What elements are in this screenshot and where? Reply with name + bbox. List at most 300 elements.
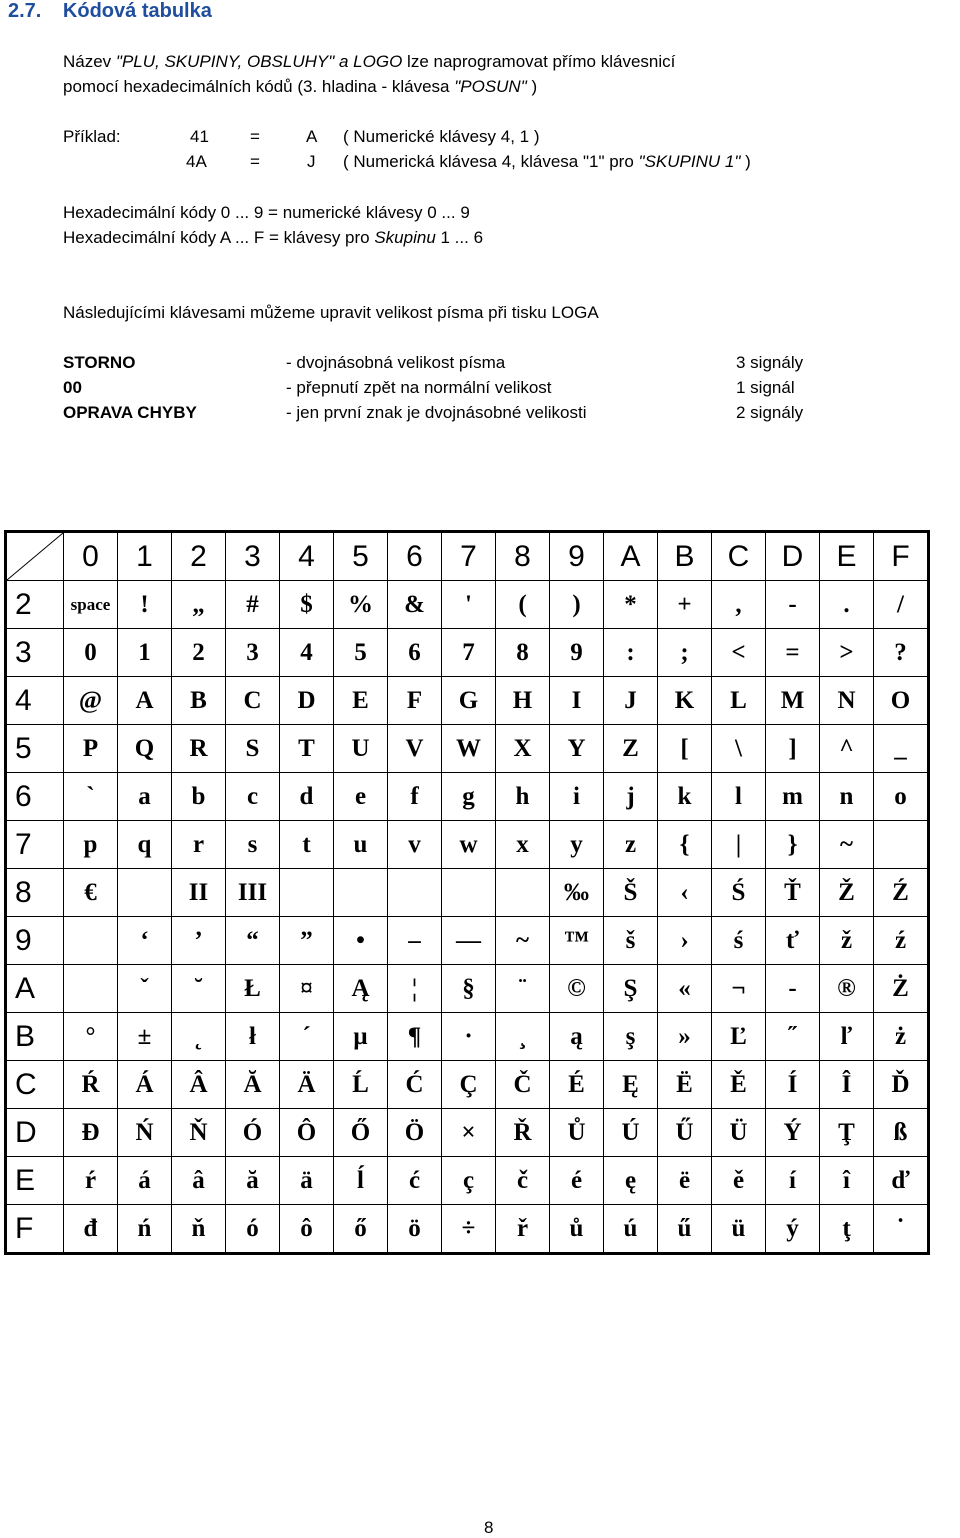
code-table-row [6,1013,929,1061]
column-header: 7 [442,532,496,581]
code-cell: X [496,725,550,773]
example-code: 41 [190,127,209,146]
example-char: J [307,152,316,171]
code-cell: III [226,869,280,917]
code-cell: ä [280,1157,334,1205]
code-cell: 5 [334,629,388,677]
code-cell: % [334,581,388,629]
code-cell: Y [550,725,604,773]
hex-text: Hexadecimální kódy A ... F = klávesy pro [63,228,375,247]
code-cell: Q [118,725,172,773]
code-cell: ë [658,1157,712,1205]
code-cell: ° [64,1013,118,1061]
code-cell: 6 [388,629,442,677]
code-cell: ] [766,725,820,773]
code-cell: Ű [658,1109,712,1157]
column-header: C [712,532,766,581]
code-cell: ; [658,629,712,677]
code-cell: S [226,725,280,773]
hex-line-2 [63,228,483,248]
code-cell: ü [712,1205,766,1254]
code-cell: Z [604,725,658,773]
code-cell: ě [712,1157,766,1205]
code-cell: = [766,629,820,677]
code-cell: t [280,821,334,869]
intro-names: "PLU, SKUPINY, OBSLUHY" a LOGO [115,52,403,71]
code-cell: ` [64,773,118,821]
row-header: E [6,1157,64,1205]
code-cell: / [874,581,929,629]
intro-text: ) [526,77,538,96]
code-cell: r [172,821,226,869]
code-cell: y [550,821,604,869]
code-cell: Ć [388,1061,442,1109]
code-table [4,530,930,1255]
code-cell: Î [820,1061,874,1109]
code-cell: ź [874,917,929,965]
example-eq: = [250,127,260,146]
example-desc [343,152,751,172]
code-table-row [6,581,929,629]
code-cell: ? [874,629,929,677]
section-number: 2.7. [8,0,42,22]
code-cell: ß [874,1109,929,1157]
code-cell: » [658,1013,712,1061]
code-cell: J [604,677,658,725]
code-cell: & [388,581,442,629]
code-cell: i [550,773,604,821]
code-cell: á [118,1157,172,1205]
code-cell: L [712,677,766,725]
code-cell: ů [550,1205,604,1254]
code-cell: ú [604,1205,658,1254]
row-header: 3 [6,629,64,677]
code-cell: Ť [766,869,820,917]
code-cell: Í [766,1061,820,1109]
code-cell: Ĺ [334,1061,388,1109]
code-cell: Ý [766,1109,820,1157]
code-cell: 4 [280,629,334,677]
code-cell: – [388,917,442,965]
code-cell: × [442,1109,496,1157]
code-cell: V [388,725,442,773]
code-cell: Ľ [712,1013,766,1061]
code-cell: H [496,677,550,725]
key-desc: - jen první znak je dvojnásobné velikosti [286,403,587,422]
code-cell: € [64,869,118,917]
code-cell: , [712,581,766,629]
code-cell: ă [226,1157,280,1205]
example-desc: ( Numerické klávesy 4, 1 ) [343,127,540,146]
column-header: A [604,532,658,581]
code-cell: ¬ [712,965,766,1013]
key-name: OPRAVA CHYBY [63,403,197,422]
corner-cell [6,532,64,581]
code-cell: â [172,1157,226,1205]
code-cell: n [820,773,874,821]
code-cell: ô [280,1205,334,1254]
code-cell: Š [604,869,658,917]
code-cell: 0 [64,629,118,677]
key-signal: 2 signály [736,403,804,422]
code-cell: ~ [496,917,550,965]
code-cell: Ř [496,1109,550,1157]
row-header: 2 [6,581,64,629]
code-cell: ± [118,1013,172,1061]
code-cell: x [496,821,550,869]
code-cell: Ň [172,1109,226,1157]
code-cell: q [118,821,172,869]
section-heading [8,0,212,23]
code-cell: ! [118,581,172,629]
code-cell: ł [226,1013,280,1061]
code-cell: ľ [820,1013,874,1061]
column-header: 2 [172,532,226,581]
code-cell: Ł [226,965,280,1013]
code-cell: w [442,821,496,869]
code-cell: h [496,773,550,821]
code-cell: p [64,821,118,869]
code-cell: ¶ [388,1013,442,1061]
code-cell: Ž [820,869,874,917]
page-number: 8 [484,1518,494,1537]
code-cell: ” [280,917,334,965]
code-cell: í [766,1157,820,1205]
code-cell: ‘ [118,917,172,965]
column-header: E [820,532,874,581]
code-cell [442,869,496,917]
code-cell: : [604,629,658,677]
code-table-row [6,965,929,1013]
code-cell: } [766,821,820,869]
intro-text: Název [63,52,116,71]
intro-line-1 [63,52,675,72]
code-cell: ˙ [874,1205,929,1254]
code-cell: Ď [874,1061,929,1109]
code-cell: g [442,773,496,821]
code-cell [496,869,550,917]
code-cell: ~ [820,821,874,869]
column-header: 0 [64,532,118,581]
code-cell: - [766,965,820,1013]
row-header: 9 [6,917,64,965]
example-desc-text: ) [740,152,751,171]
row-header: 6 [6,773,64,821]
logo-note: Následujícími klávesami můžeme upravit velikost písma při tisku LOGA [63,303,599,322]
code-cell: Ü [712,1109,766,1157]
code-cell: µ [334,1013,388,1061]
code-table-row [6,821,929,869]
code-cell: ^ [820,725,874,773]
code-cell: ţ [820,1205,874,1254]
code-cell: . [820,581,874,629]
code-cell: ‰ [550,869,604,917]
code-cell: ç [442,1157,496,1205]
code-table-row [6,773,929,821]
row-header: 5 [6,725,64,773]
code-cell: { [658,821,712,869]
code-table-row [6,1157,929,1205]
code-cell: Đ [64,1109,118,1157]
code-cell: U [334,725,388,773]
code-cell: ď [874,1157,929,1205]
key-desc: - dvojnásobná velikost písma [286,353,506,372]
code-cell [388,869,442,917]
example-char: A [306,127,318,146]
column-header: 4 [280,532,334,581]
example-desc-text: ( Numerická klávesa 4, klávesa "1" pro [343,152,639,171]
code-cell: “ [226,917,280,965]
code-cell: ‹ [658,869,712,917]
code-cell [64,917,118,965]
code-cell: < [712,629,766,677]
code-table-row [6,1205,929,1254]
code-cell: ą [550,1013,604,1061]
code-cell: 7 [442,629,496,677]
code-cell: › [658,917,712,965]
code-cell: M [766,677,820,725]
code-cell: @ [64,677,118,725]
code-cell: ) [550,581,604,629]
code-cell: j [604,773,658,821]
column-header: D [766,532,820,581]
code-cell: Ą [334,965,388,1013]
key-name: STORNO [63,353,136,372]
code-cell: Č [496,1061,550,1109]
code-cell: ć [388,1157,442,1205]
row-header: A [6,965,64,1013]
code-cell: ˇ [118,965,172,1013]
example-desc-key: "SKUPINU 1" [638,152,741,171]
code-cell: ™ [550,917,604,965]
code-cell: + [658,581,712,629]
code-cell: ˘ [172,965,226,1013]
code-cell: > [820,629,874,677]
column-header: 3 [226,532,280,581]
code-cell: P [64,725,118,773]
code-cell: d [280,773,334,821]
code-cell: • [334,917,388,965]
code-cell: ť [766,917,820,965]
code-cell: f [388,773,442,821]
column-header: 8 [496,532,550,581]
column-header: F [874,532,929,581]
row-header: C [6,1061,64,1109]
code-cell: î [820,1157,874,1205]
code-cell: N [820,677,874,725]
code-cell: § [442,965,496,1013]
code-cell: ř [496,1205,550,1254]
code-cell: E [334,677,388,725]
code-cell: Ę [604,1061,658,1109]
code-cell: Ŕ [64,1061,118,1109]
code-table-row [6,725,929,773]
code-cell: c [226,773,280,821]
code-cell [334,869,388,917]
code-cell: ¦ [388,965,442,1013]
code-cell: o [874,773,929,821]
column-header: B [658,532,712,581]
code-cell: 8 [496,629,550,677]
code-cell: Ç [442,1061,496,1109]
key-name: 00 [63,378,82,397]
code-table-row [6,917,929,965]
code-cell: R [172,725,226,773]
code-cell: O [874,677,929,725]
code-cell: ń [118,1205,172,1254]
code-cell: K [658,677,712,725]
code-cell: Â [172,1061,226,1109]
code-cell: v [388,821,442,869]
code-cell: Ů [550,1109,604,1157]
code-cell: * [604,581,658,629]
code-cell: ¨ [496,965,550,1013]
hex-text: 1 ... 6 [435,228,484,247]
row-header: D [6,1109,64,1157]
code-cell: Á [118,1061,172,1109]
code-cell: „ [172,581,226,629]
code-cell [64,965,118,1013]
code-cell: Ě [712,1061,766,1109]
code-cell: s [226,821,280,869]
column-header: 9 [550,532,604,581]
code-cell: e [334,773,388,821]
code-cell: ŕ [64,1157,118,1205]
code-cell: Ä [280,1061,334,1109]
code-table-row [6,869,929,917]
code-cell: _ [874,725,929,773]
code-cell: ű [658,1205,712,1254]
code-cell: F [388,677,442,725]
code-cell: Ż [874,965,929,1013]
code-cell: Ô [280,1109,334,1157]
code-cell: u [334,821,388,869]
code-cell: ´ [280,1013,334,1061]
code-cell: Ó [226,1109,280,1157]
code-table-row [6,629,929,677]
code-cell: 1 [118,629,172,677]
code-cell: ś [712,917,766,965]
code-cell: ň [172,1205,226,1254]
code-cell: A [118,677,172,725]
code-cell [280,869,334,917]
code-cell: ® [820,965,874,1013]
code-table-row [6,677,929,725]
code-cell: D [280,677,334,725]
key-signal: 3 signály [736,353,804,372]
code-cell: ’ [172,917,226,965]
code-cell: Ź [874,869,929,917]
code-cell: ˛ [172,1013,226,1061]
code-cell: ( [496,581,550,629]
row-header: 4 [6,677,64,725]
code-cell: | [712,821,766,869]
code-cell: k [658,773,712,821]
code-table-row [6,1109,929,1157]
code-cell: É [550,1061,604,1109]
column-header: 5 [334,532,388,581]
diagonal-line [7,533,63,580]
code-cell: z [604,821,658,869]
code-cell: · [442,1013,496,1061]
section-title: Kódová tabulka [62,0,212,22]
intro-line-2 [63,77,537,97]
code-cell: Ń [118,1109,172,1157]
example-label: Příklad: [63,127,121,146]
code-cell: a [118,773,172,821]
code-cell: $ [280,581,334,629]
row-header: F [6,1205,64,1254]
code-cell: C [226,677,280,725]
code-cell: ¸ [496,1013,550,1061]
code-cell: \ [712,725,766,773]
code-cell: ő [334,1205,388,1254]
code-cell: Ś [712,869,766,917]
code-cell: ˝ [766,1013,820,1061]
key-desc: - přepnutí zpět na normální velikost [286,378,552,397]
hex-group: Skupinu [374,228,436,247]
code-cell: đ [64,1205,118,1254]
code-cell: ž [820,917,874,965]
code-cell: ' [442,581,496,629]
code-cell: - [766,581,820,629]
code-cell: ż [874,1013,929,1061]
row-header: 8 [6,869,64,917]
code-cell: space [64,581,118,629]
code-cell: I [550,677,604,725]
intro-text: pomocí hexadecimálních kódů (3. hladina - klávesa [63,77,455,96]
code-cell: ĺ [334,1157,388,1205]
code-cell: l [712,773,766,821]
code-cell: — [442,917,496,965]
code-cell: š [604,917,658,965]
row-header: B [6,1013,64,1061]
code-table-row [6,1061,929,1109]
column-header: 6 [388,532,442,581]
code-cell: W [442,725,496,773]
code-cell: Ă [226,1061,280,1109]
example-code: 4A [186,152,207,171]
code-cell: 2 [172,629,226,677]
code-cell [874,821,929,869]
code-cell: B [172,677,226,725]
code-cell: T [280,725,334,773]
code-cell: Ë [658,1061,712,1109]
code-cell: ý [766,1205,820,1254]
intro-text: lze naprogramovat přímo klávesnicí [402,52,676,71]
code-cell: G [442,677,496,725]
code-cell: « [658,965,712,1013]
code-cell: b [172,773,226,821]
code-cell: © [550,965,604,1013]
code-cell [118,869,172,917]
code-cell: ÷ [442,1205,496,1254]
code-cell: Ş [604,965,658,1013]
hex-line-1: Hexadecimální kódy 0 ... 9 = numerické klávesy 0 ... 9 [63,203,470,222]
code-cell: Ú [604,1109,658,1157]
code-cell: 3 [226,629,280,677]
code-cell: [ [658,725,712,773]
column-header: 1 [118,532,172,581]
key-signal: 1 signál [736,378,795,397]
example-eq: = [250,152,260,171]
intro-key: "POSUN" [454,77,527,96]
code-cell: ¤ [280,965,334,1013]
code-cell: é [550,1157,604,1205]
row-header: 7 [6,821,64,869]
code-cell: ş [604,1013,658,1061]
code-cell: ę [604,1157,658,1205]
